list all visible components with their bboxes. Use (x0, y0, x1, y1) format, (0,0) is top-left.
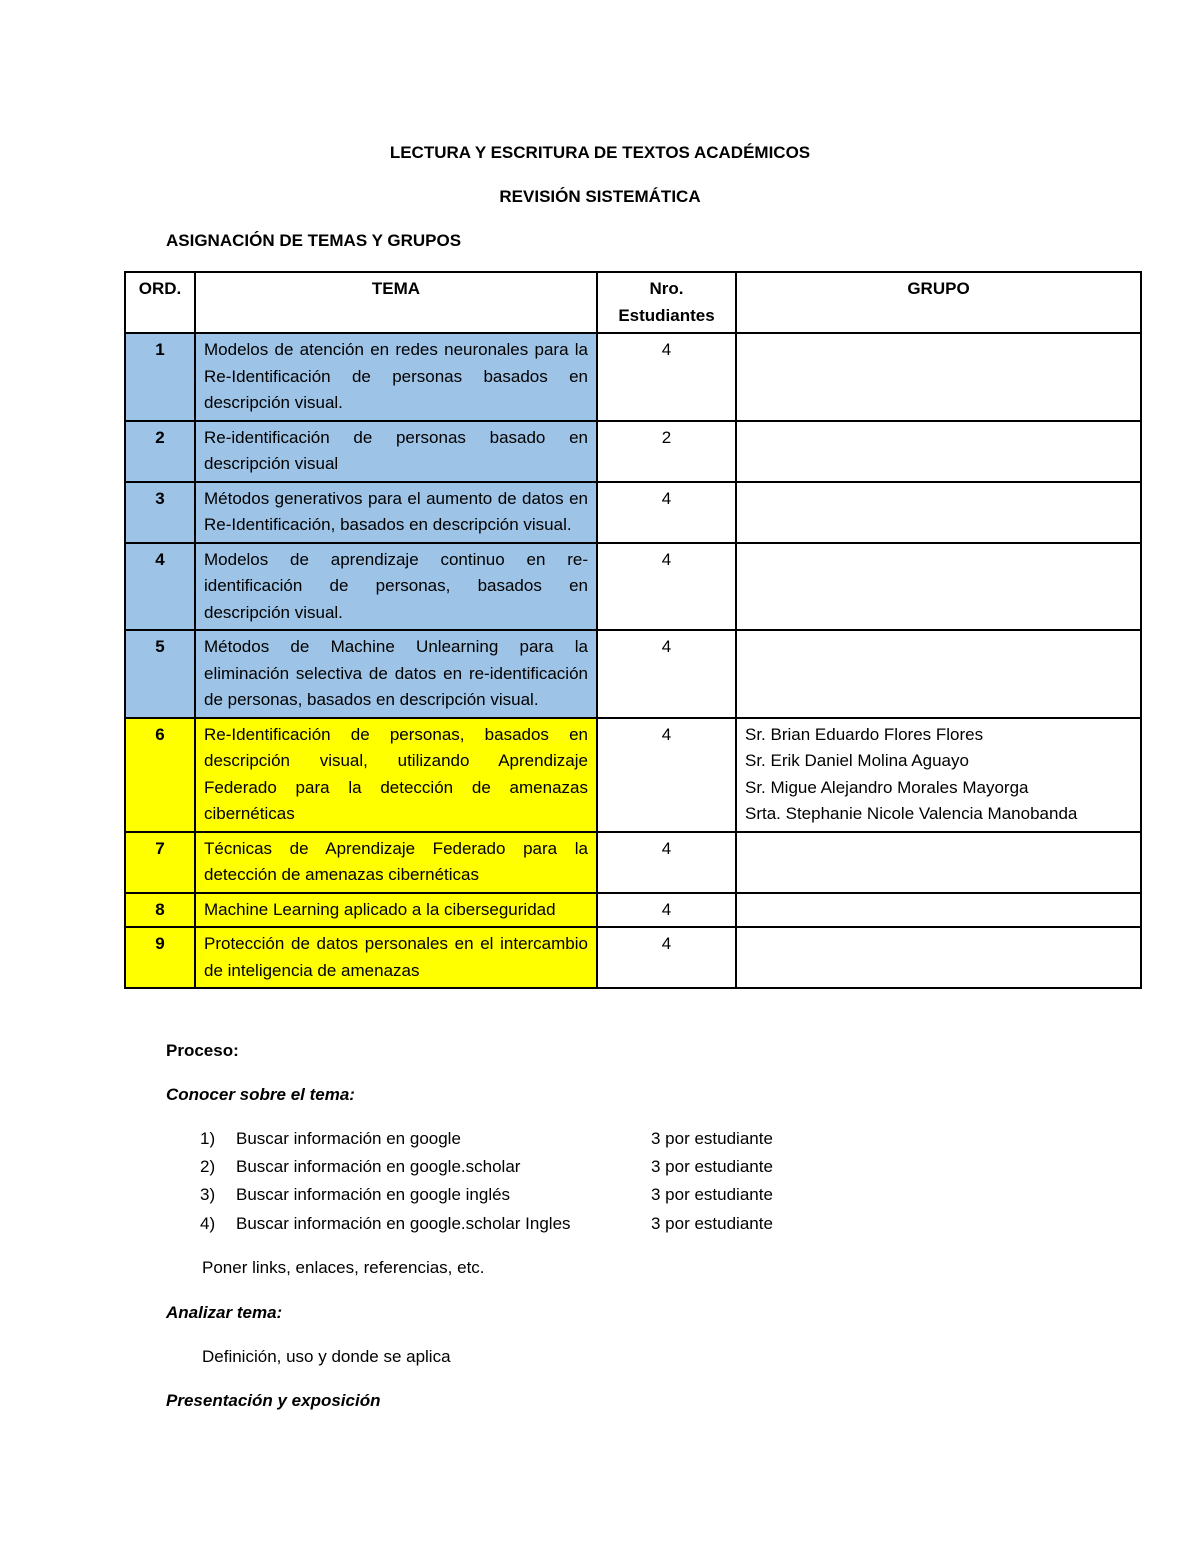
row-group (736, 718, 1141, 832)
analizar-text: Definición, uso y donde se aplica (202, 1347, 451, 1366)
presentacion-heading: Presentación y exposición (166, 1391, 381, 1410)
row-ord: 2 (125, 421, 195, 482)
step-number: 2) (200, 1157, 216, 1176)
row-topic: Machine Learning aplicado a la ciberseguridad (195, 893, 597, 928)
step-number: 3) (200, 1185, 216, 1204)
header-grupo: GRUPO (736, 272, 1141, 333)
table-header-row (125, 272, 1141, 333)
row-group (736, 832, 1141, 893)
list-item (200, 1185, 773, 1205)
group-member: Sr. Brian Eduardo Flores Flores (745, 724, 984, 744)
step-text: Buscar información en google inglés (236, 1185, 511, 1204)
conocer-heading: Conocer sobre el tema: (166, 1085, 355, 1104)
header-ord: ORD. (125, 272, 195, 333)
row-ord: 4 (125, 543, 195, 631)
group-member: Sr. Migue Alejandro Morales Mayorga (745, 777, 1029, 797)
row-topic: Métodos de Machine Unlearning para la eliminación selectiva de datos en re-identificación de personas, basados en descripción visual. (195, 630, 597, 718)
table-row (125, 630, 1141, 718)
step-quantity: 3 por estudiante (651, 1157, 773, 1176)
row-ord: 9 (125, 927, 195, 988)
row-topic: Re-Identificación de personas, basados en descripción visual, utilizando Aprendizaje Federado para la detección de amenazas cibernéticas (195, 718, 597, 832)
row-student-count: 4 (597, 927, 736, 988)
row-group (736, 482, 1141, 543)
group-member: Sr. Erik Daniel Molina Aguayo (745, 751, 969, 770)
row-ord: 1 (125, 333, 195, 421)
step-number: 1) (200, 1129, 216, 1148)
row-ord: 3 (125, 482, 195, 543)
topics-table (124, 271, 1142, 989)
step-quantity: 3 por estudiante (651, 1129, 773, 1148)
row-group (736, 893, 1141, 928)
table-row (125, 421, 1141, 482)
step-number: 4) (200, 1214, 216, 1233)
table-row (125, 543, 1141, 631)
row-ord: 8 (125, 893, 195, 928)
document-title: LECTURA Y ESCRITURA DE TEXTOS ACADÉMICOS (389, 143, 811, 162)
row-student-count: 4 (597, 630, 736, 718)
step-text: Buscar información en google.scholar Ingles (236, 1214, 571, 1233)
row-topic: Métodos generativos para el aumento de datos en Re-Identificación, basados en descripción visual. (195, 482, 597, 543)
table-row (125, 718, 1141, 832)
header-tema: TEMA (195, 272, 597, 333)
table-row (125, 893, 1141, 928)
analizar-heading: Analizar tema: (166, 1303, 283, 1322)
links-note: Poner links, enlaces, referencias, etc. (202, 1258, 485, 1277)
table-row (125, 832, 1141, 893)
list-item (200, 1214, 773, 1234)
row-group (736, 421, 1141, 482)
table-row (125, 927, 1141, 988)
header-estudiantes: Nro. Estudiantes (597, 272, 736, 333)
row-topic: Técnicas de Aprendizaje Federado para la detección de amenazas cibernéticas (195, 832, 597, 893)
list-item (200, 1129, 773, 1149)
row-student-count: 4 (597, 718, 736, 832)
row-student-count: 4 (597, 333, 736, 421)
row-group (736, 927, 1141, 988)
row-group (736, 630, 1141, 718)
row-topic: Modelos de aprendizaje continuo en re-identificación de personas, basados en descripción visual. (195, 543, 597, 631)
row-ord: 5 (125, 630, 195, 718)
row-topic: Modelos de atención en redes neuronales para la Re-Identificación de personas basados en descripción visual. (195, 333, 597, 421)
document-subtitle: REVISIÓN SISTEMÁTICA (499, 187, 701, 206)
row-student-count: 4 (597, 543, 736, 631)
group-member: Srta. Stephanie Nicole Valencia Manobanda (745, 804, 1078, 823)
step-quantity: 3 por estudiante (651, 1214, 773, 1233)
table-row (125, 482, 1141, 543)
row-student-count: 4 (597, 893, 736, 928)
row-group (736, 543, 1141, 631)
row-ord: 7 (125, 832, 195, 893)
step-quantity: 3 por estudiante (651, 1185, 773, 1204)
row-group (736, 333, 1141, 421)
row-student-count: 4 (597, 482, 736, 543)
process-heading: Proceso: (166, 1041, 239, 1060)
row-ord: 6 (125, 718, 195, 832)
table-row (125, 333, 1141, 421)
row-topic: Re-identificación de personas basado en descripción visual (195, 421, 597, 482)
step-text: Buscar información en google.scholar (236, 1157, 521, 1176)
section-heading: ASIGNACIÓN DE TEMAS Y GRUPOS (166, 231, 462, 250)
step-text: Buscar información en google (236, 1129, 461, 1148)
row-topic: Protección de datos personales en el intercambio de inteligencia de amenazas (195, 927, 597, 988)
row-student-count: 4 (597, 832, 736, 893)
row-student-count: 2 (597, 421, 736, 482)
list-item (200, 1157, 773, 1177)
